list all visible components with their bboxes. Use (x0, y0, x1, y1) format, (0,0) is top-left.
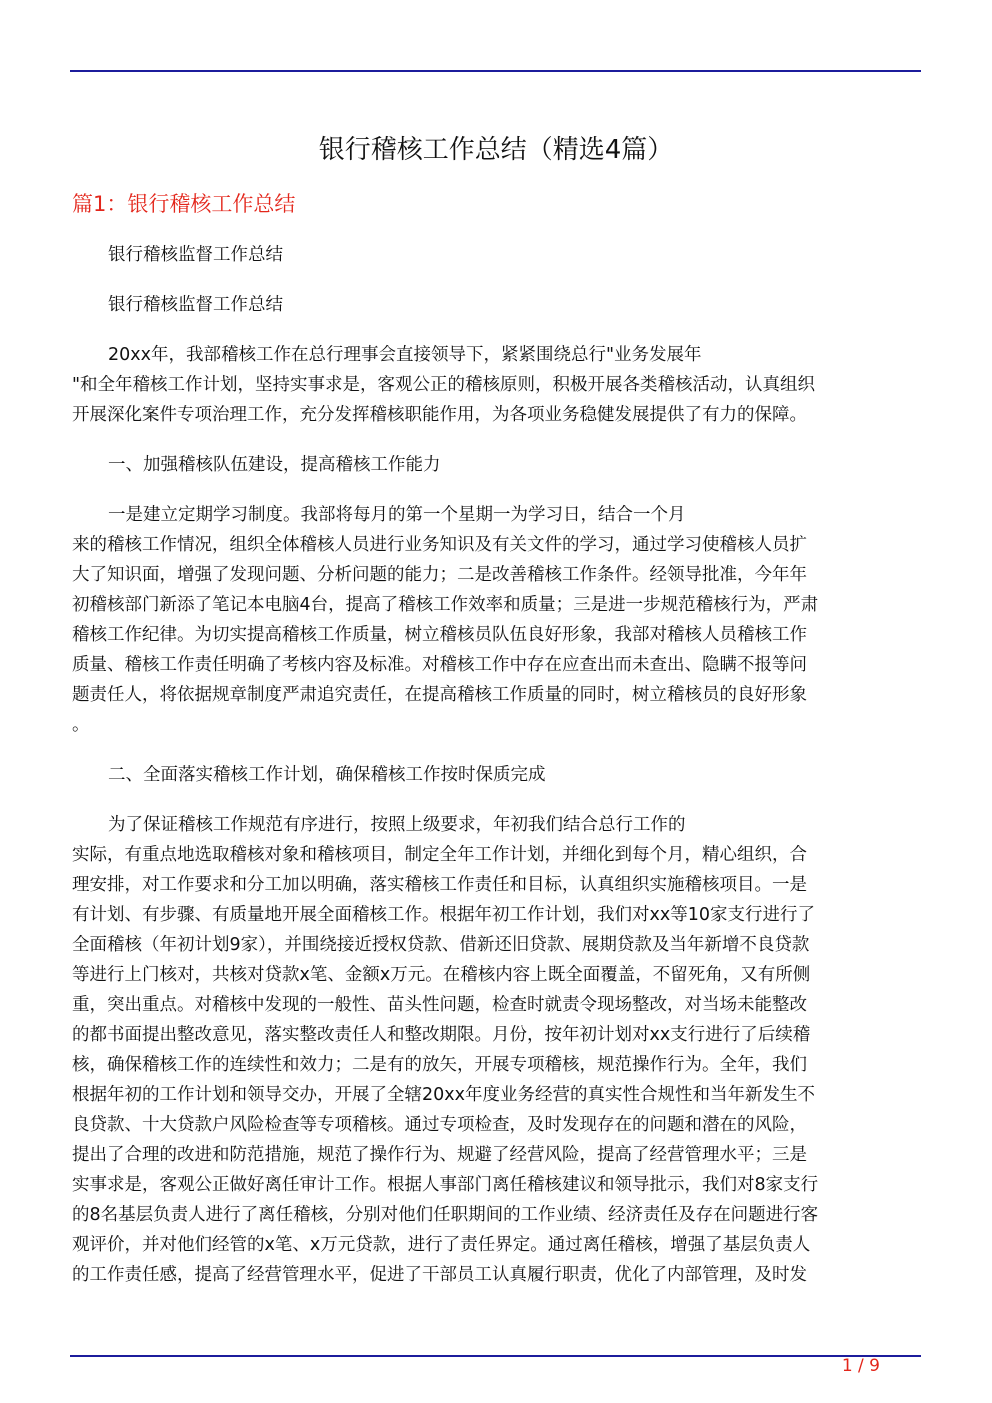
text-line: 核，确保稽核工作的连续性和效力；二是有的放矢，开展专项稽核，规范操作行为。全年，我们 (72, 1055, 807, 1075)
footer-rule (70, 1355, 921, 1357)
section-heading: 篇1：银行稽核工作总结 (72, 192, 296, 216)
text-line: 质量、稽核工作责任明确了考核内容及标准。对稽核工作中存在应查出而未查出、隐瞒不报等问 (72, 655, 807, 675)
paragraph (72, 340, 922, 430)
text-line: 实际，有重点地选取稽核对象和稽核项目，制定全年工作计划，并细化到每个月，精心组织，合 (72, 845, 807, 865)
text-line: 根据年初的工作计划和领导交办，开展了全辖20xx年度业务经营的真实性合规性和当年新发生不 (72, 1085, 815, 1105)
page-number: 1 / 9 (841, 1356, 880, 1376)
text-line: 一、加强稽核队伍建设，提高稽核工作能力 (108, 455, 441, 475)
document-body (72, 240, 922, 1310)
text-line: 20xx年，我部稽核工作在总行理事会直接领导下，紧紧围绕总行"业务发展年 (108, 345, 702, 365)
text-line: 题责任人，将依据规章制度严肃追究责任，在提高稽核工作质量的同时，树立稽核员的良好形象 (72, 685, 807, 705)
text-line: 全面稽核（年初计划9家），并围绕接近授权贷款、借新还旧贷款、展期贷款及当年新增不良贷款 (72, 935, 810, 955)
text-line: 开展深化案件专项治理工作，充分发挥稽核职能作用，为各项业务稳健发展提供了有力的保障。 (72, 405, 807, 425)
text-line: 银行稽核监督工作总结 (108, 295, 283, 315)
paragraph (72, 810, 922, 1290)
text-line: 有计划、有步骤、有质量地开展全面稽核工作。根据年初工作计划，我们对xx等10家支行进行了 (72, 905, 815, 925)
document-title: 银行稽核工作总结（精选4篇） (318, 135, 674, 165)
text-line: 大了知识面，增强了发现问题、分析问题的能力；二是改善稽核工作条件。经领导批准，今年年 (72, 565, 807, 585)
text-line: 良贷款、十大贷款户风险检查等专项稽核。通过专项检查，及时发现存在的问题和潜在的风险， (72, 1115, 807, 1135)
text-line: 观评价，并对他们经管的x笔、x万元贷款，进行了责任界定。通过离任稽核，增强了基层负责人 (72, 1235, 811, 1255)
paragraph (72, 290, 922, 320)
text-line: 的都书面提出整改意见，落实整改责任人和整改期限。月份，按年初计划对xx支行进行了后续稽 (72, 1025, 811, 1045)
paragraph (72, 760, 922, 790)
text-line: "和全年稽核工作计划，坚持实事求是，客观公正的稽核原则，积极开展各类稽核活动，认真组织 (72, 375, 816, 395)
text-line: 初稽核部门新添了笔记本电脑4台，提高了稽核工作效率和质量；三是进一步规范稽核行为，严肃 (72, 595, 819, 615)
text-line: 银行稽核监督工作总结 (108, 245, 283, 265)
text-line: 来的稽核工作情况，组织全体稽核人员进行业务知识及有关文件的学习，通过学习使稽核人员扩 (72, 535, 807, 555)
text-line: 理安排，对工作要求和分工加以明确，落实稽核工作责任和目标，认真组织实施稽核项目。一是 (72, 875, 807, 895)
text-line: 重，突出重点。对稽核中发现的一般性、苗头性问题，检查时就责令现场整改，对当场未能整改 (72, 995, 807, 1015)
text-line: 等进行上门核对，共核对贷款x笔、金额x万元。在稽核内容上既全面覆盖，不留死角，又有所侧 (72, 965, 811, 985)
text-line: 的8名基层负责人进行了离任稽核，分别对他们任职期间的工作业绩、经济责任及存在问题进行客 (72, 1205, 819, 1225)
text-line: 。 (72, 715, 90, 735)
header-rule (70, 70, 921, 72)
text-line: 为了保证稽核工作规范有序进行，按照上级要求，年初我们结合总行工作的 (108, 815, 686, 835)
paragraph (72, 240, 922, 270)
text-line: 二、全面落实稽核工作计划，确保稽核工作按时保质完成 (108, 765, 546, 785)
text-line: 实事求是，客观公正做好离任审计工作。根据人事部门离任稽核建议和领导批示，我们对8家支行 (72, 1175, 819, 1195)
paragraph (72, 500, 922, 740)
text-line: 提出了合理的改进和防范措施，规范了操作行为、规避了经营风险，提高了经营管理水平；三是 (72, 1145, 807, 1165)
text-line: 的工作责任感，提高了经营管理水平，促进了干部员工认真履行职责，优化了内部管理，及时发 (72, 1265, 807, 1285)
text-line: 一是建立定期学习制度。我部将每月的第一个星期一为学习日，结合一个月 (108, 505, 686, 525)
paragraph (72, 450, 922, 480)
text-line: 稽核工作纪律。为切实提高稽核工作质量，树立稽核员队伍良好形象，我部对稽核人员稽核工作 (72, 625, 807, 645)
